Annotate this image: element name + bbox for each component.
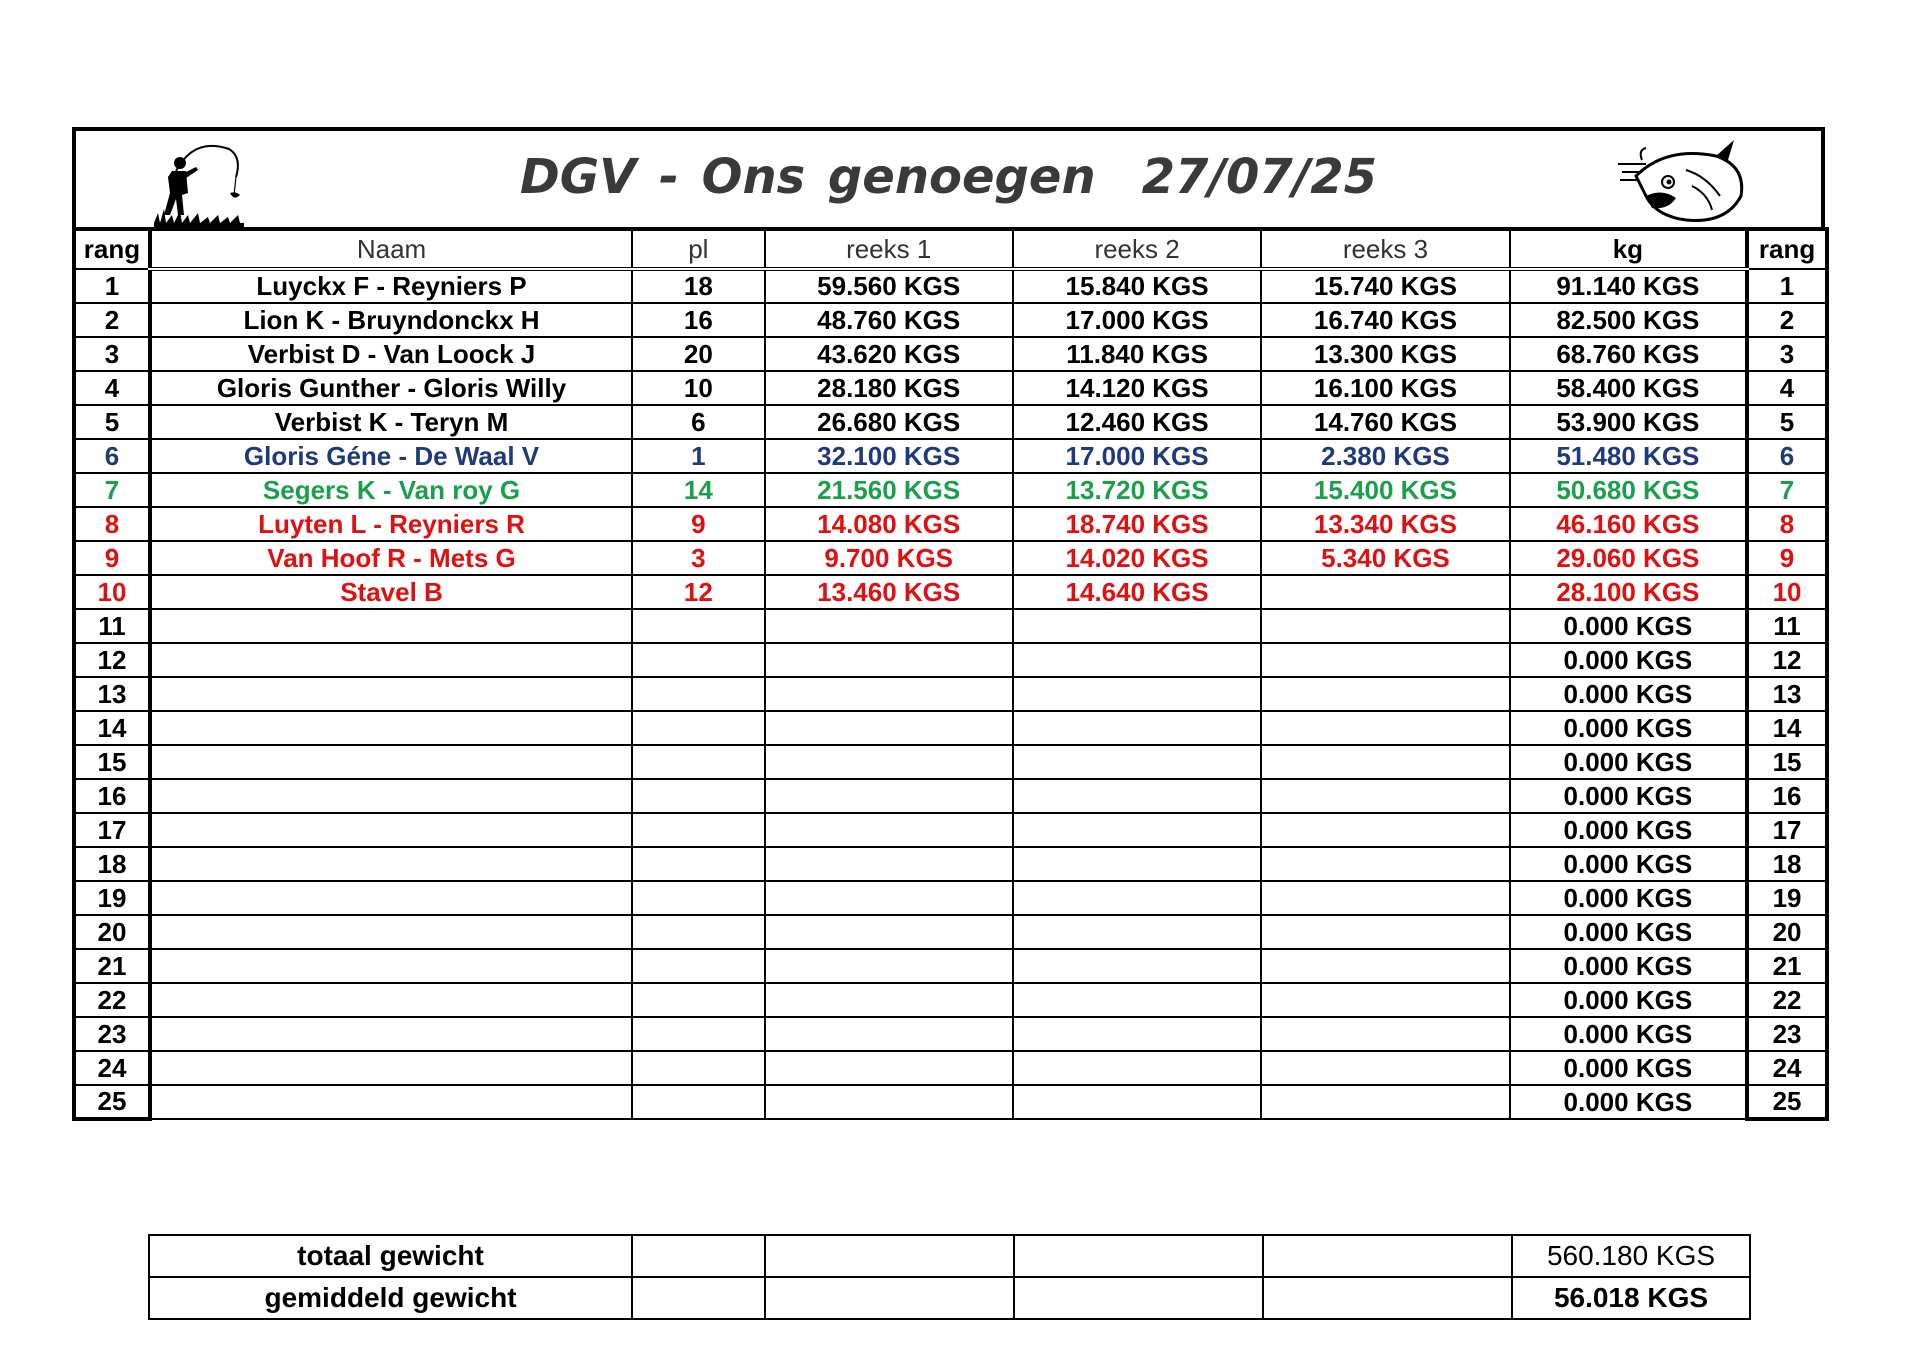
reeks3-cell xyxy=(1261,779,1509,813)
table-row xyxy=(74,303,1827,337)
total-value: 560.180 KGS xyxy=(1512,1235,1750,1277)
name-cell: Segers K - Van roy G xyxy=(150,473,632,507)
rank-cell: 19 xyxy=(74,881,150,915)
place-cell: 20 xyxy=(632,337,764,371)
kg-cell: 58.400 KGS xyxy=(1510,371,1747,405)
place-cell xyxy=(632,643,764,677)
place-cell: 18 xyxy=(632,269,764,303)
reeks2-cell: 14.020 KGS xyxy=(1013,541,1261,575)
reeks2-cell: 11.840 KGS xyxy=(1013,337,1261,371)
reeks3-cell xyxy=(1261,847,1509,881)
table-row xyxy=(74,983,1827,1017)
table-row xyxy=(74,881,1827,915)
rank-cell: 12 xyxy=(74,643,150,677)
kg-cell: 0.000 KGS xyxy=(1510,677,1747,711)
place-cell: 12 xyxy=(632,575,764,609)
reeks2-cell xyxy=(1013,847,1261,881)
header-pl: pl xyxy=(632,229,764,269)
rank-cell: 14 xyxy=(74,711,150,745)
table-row xyxy=(74,507,1827,541)
reeks3-cell: 16.740 KGS xyxy=(1261,303,1509,337)
table-row xyxy=(74,847,1827,881)
reeks3-cell xyxy=(1261,949,1509,983)
rank-cell-right: 9 xyxy=(1747,541,1827,575)
place-cell: 9 xyxy=(632,507,764,541)
reeks2-cell xyxy=(1013,779,1261,813)
place-cell xyxy=(632,813,764,847)
reeks3-cell: 16.100 KGS xyxy=(1261,371,1509,405)
rank-cell-right: 19 xyxy=(1747,881,1827,915)
place-cell xyxy=(632,915,764,949)
name-cell xyxy=(150,881,632,915)
kg-cell: 0.000 KGS xyxy=(1510,609,1747,643)
reeks1-cell xyxy=(765,847,1013,881)
table-row xyxy=(74,473,1827,507)
reeks3-cell xyxy=(1261,983,1509,1017)
place-cell: 1 xyxy=(632,439,764,473)
table-row xyxy=(74,439,1827,473)
reeks1-cell xyxy=(765,915,1013,949)
reeks3-cell: 13.340 KGS xyxy=(1261,507,1509,541)
rank-cell-right: 2 xyxy=(1747,303,1827,337)
rank-cell: 10 xyxy=(74,575,150,609)
rank-cell-right: 24 xyxy=(1747,1051,1827,1085)
rank-cell: 16 xyxy=(74,779,150,813)
reeks3-cell xyxy=(1261,609,1509,643)
reeks3-cell xyxy=(1261,745,1509,779)
rank-cell-right: 6 xyxy=(1747,439,1827,473)
rank-cell-right: 1 xyxy=(1747,269,1827,303)
results-table xyxy=(72,227,1829,1121)
kg-cell: 82.500 KGS xyxy=(1510,303,1747,337)
name-cell: Luyten L - Reyniers R xyxy=(150,507,632,541)
reeks2-cell: 12.460 KGS xyxy=(1013,405,1261,439)
rank-cell-right: 21 xyxy=(1747,949,1827,983)
reeks1-cell xyxy=(765,643,1013,677)
table-row xyxy=(74,609,1827,643)
rank-cell-right: 7 xyxy=(1747,473,1827,507)
table-row xyxy=(74,269,1827,303)
rank-cell-right: 8 xyxy=(1747,507,1827,541)
reeks3-cell xyxy=(1261,1051,1509,1085)
place-cell xyxy=(632,949,764,983)
place-cell xyxy=(632,609,764,643)
reeks1-cell: 48.760 KGS xyxy=(765,303,1013,337)
table-row xyxy=(74,405,1827,439)
reeks3-cell xyxy=(1261,643,1509,677)
reeks2-cell xyxy=(1013,881,1261,915)
place-cell xyxy=(632,1017,764,1051)
reeks2-cell: 18.740 KGS xyxy=(1013,507,1261,541)
rank-cell-right: 3 xyxy=(1747,337,1827,371)
reeks2-cell xyxy=(1013,915,1261,949)
reeks2-cell xyxy=(1013,1051,1261,1085)
match-date: 27/07/25 xyxy=(1141,149,1378,205)
table-row xyxy=(74,711,1827,745)
table-row xyxy=(74,1051,1827,1085)
header-reeks2: reeks 2 xyxy=(1013,229,1261,269)
rank-cell: 1 xyxy=(74,269,150,303)
kg-cell: 29.060 KGS xyxy=(1510,541,1747,575)
rank-cell-right: 16 xyxy=(1747,779,1827,813)
reeks2-cell xyxy=(1013,609,1261,643)
place-cell: 6 xyxy=(632,405,764,439)
reeks2-cell xyxy=(1013,1017,1261,1051)
rank-cell-right: 15 xyxy=(1747,745,1827,779)
reeks1-cell xyxy=(765,813,1013,847)
kg-cell: 51.480 KGS xyxy=(1510,439,1747,473)
reeks3-cell xyxy=(1261,813,1509,847)
place-cell xyxy=(632,983,764,1017)
kg-cell: 0.000 KGS xyxy=(1510,949,1747,983)
name-cell xyxy=(150,643,632,677)
kg-cell: 0.000 KGS xyxy=(1510,983,1747,1017)
reeks2-cell xyxy=(1013,745,1261,779)
kg-cell: 53.900 KGS xyxy=(1510,405,1747,439)
kg-cell: 0.000 KGS xyxy=(1510,779,1747,813)
reeks1-cell xyxy=(765,609,1013,643)
rank-cell: 11 xyxy=(74,609,150,643)
table-row xyxy=(74,371,1827,405)
table-row xyxy=(74,915,1827,949)
reeks1-cell: 13.460 KGS xyxy=(765,575,1013,609)
rank-cell: 8 xyxy=(74,507,150,541)
reeks2-cell xyxy=(1013,711,1261,745)
rank-cell: 3 xyxy=(74,337,150,371)
club-name: DGV - Ons genoegen xyxy=(519,149,1096,205)
table-row xyxy=(74,575,1827,609)
reeks2-cell: 13.720 KGS xyxy=(1013,473,1261,507)
kg-cell: 0.000 KGS xyxy=(1510,1051,1747,1085)
reeks3-cell xyxy=(1261,711,1509,745)
rank-cell-right: 11 xyxy=(1747,609,1827,643)
reeks1-cell xyxy=(765,881,1013,915)
place-cell xyxy=(632,847,764,881)
kg-cell: 0.000 KGS xyxy=(1510,643,1747,677)
reeks2-cell: 17.000 KGS xyxy=(1013,439,1261,473)
rank-cell-right: 10 xyxy=(1747,575,1827,609)
rank-cell-right: 18 xyxy=(1747,847,1827,881)
reeks1-cell xyxy=(765,1051,1013,1085)
reeks2-cell xyxy=(1013,813,1261,847)
rank-cell: 13 xyxy=(74,677,150,711)
rank-cell-right: 23 xyxy=(1747,1017,1827,1051)
page-title xyxy=(76,149,1821,205)
empty-cell xyxy=(765,1235,1014,1277)
place-cell xyxy=(632,1085,764,1119)
reeks1-cell xyxy=(765,711,1013,745)
empty-cell xyxy=(1263,1235,1512,1277)
name-cell xyxy=(150,745,632,779)
empty-cell xyxy=(1014,1235,1263,1277)
empty-cell xyxy=(1014,1277,1263,1319)
reeks3-cell xyxy=(1261,575,1509,609)
name-cell xyxy=(150,1017,632,1051)
rank-cell-right: 4 xyxy=(1747,371,1827,405)
reeks1-cell xyxy=(765,745,1013,779)
reeks1-cell xyxy=(765,779,1013,813)
reeks1-cell xyxy=(765,1085,1013,1119)
header-reeks1: reeks 1 xyxy=(765,229,1013,269)
kg-cell: 0.000 KGS xyxy=(1510,711,1747,745)
reeks1-cell: 43.620 KGS xyxy=(765,337,1013,371)
rank-cell: 23 xyxy=(74,1017,150,1051)
reeks2-cell xyxy=(1013,1085,1261,1119)
name-cell xyxy=(150,949,632,983)
name-cell: Verbist D - Van Loock J xyxy=(150,337,632,371)
reeks3-cell xyxy=(1261,915,1509,949)
name-cell: Stavel B xyxy=(150,575,632,609)
kg-cell: 0.000 KGS xyxy=(1510,881,1747,915)
name-cell: Gloris Géne - De Waal V xyxy=(150,439,632,473)
rank-cell: 4 xyxy=(74,371,150,405)
place-cell xyxy=(632,779,764,813)
name-cell xyxy=(150,983,632,1017)
reeks2-cell: 15.840 KGS xyxy=(1013,269,1261,303)
reeks3-cell: 14.760 KGS xyxy=(1261,405,1509,439)
place-cell xyxy=(632,1051,764,1085)
reeks1-cell xyxy=(765,677,1013,711)
rank-cell: 25 xyxy=(74,1085,150,1119)
name-cell xyxy=(150,609,632,643)
rank-cell: 9 xyxy=(74,541,150,575)
reeks3-cell xyxy=(1261,1017,1509,1051)
place-cell xyxy=(632,711,764,745)
rank-cell: 20 xyxy=(74,915,150,949)
name-cell: Van Hoof R - Mets G xyxy=(150,541,632,575)
reeks1-cell: 14.080 KGS xyxy=(765,507,1013,541)
rank-cell: 5 xyxy=(74,405,150,439)
reeks3-cell: 5.340 KGS xyxy=(1261,541,1509,575)
reeks2-cell xyxy=(1013,643,1261,677)
place-cell: 16 xyxy=(632,303,764,337)
name-cell: Verbist K - Teryn M xyxy=(150,405,632,439)
header-reeks3: reeks 3 xyxy=(1261,229,1509,269)
reeks1-cell xyxy=(765,983,1013,1017)
reeks3-cell: 2.380 KGS xyxy=(1261,439,1509,473)
reeks1-cell: 59.560 KGS xyxy=(765,269,1013,303)
kg-cell: 0.000 KGS xyxy=(1510,1085,1747,1119)
reeks1-cell: 32.100 KGS xyxy=(765,439,1013,473)
rank-cell-right: 12 xyxy=(1747,643,1827,677)
header-rang-right: rang xyxy=(1747,229,1827,269)
empty-cell xyxy=(1263,1277,1512,1319)
name-cell xyxy=(150,847,632,881)
rank-cell: 7 xyxy=(74,473,150,507)
kg-cell: 0.000 KGS xyxy=(1510,745,1747,779)
reeks1-cell xyxy=(765,949,1013,983)
reeks3-cell xyxy=(1261,1085,1509,1119)
totals-table xyxy=(148,1234,1751,1320)
rank-cell: 15 xyxy=(74,745,150,779)
table-row xyxy=(74,1017,1827,1051)
table-row xyxy=(74,949,1827,983)
kg-cell: 0.000 KGS xyxy=(1510,1017,1747,1051)
header-kg: kg xyxy=(1510,229,1747,269)
table-row xyxy=(74,1085,1827,1119)
kg-cell: 0.000 KGS xyxy=(1510,847,1747,881)
name-cell: Lion K - Bruyndonckx H xyxy=(150,303,632,337)
rank-cell: 6 xyxy=(74,439,150,473)
title-banner xyxy=(72,127,1825,227)
reeks1-cell: 28.180 KGS xyxy=(765,371,1013,405)
reeks3-cell xyxy=(1261,881,1509,915)
average-label: gemiddeld gewicht xyxy=(149,1277,632,1319)
kg-cell: 0.000 KGS xyxy=(1510,915,1747,949)
rank-cell: 2 xyxy=(74,303,150,337)
reeks2-cell: 17.000 KGS xyxy=(1013,303,1261,337)
table-row xyxy=(74,337,1827,371)
rank-cell-right: 22 xyxy=(1747,983,1827,1017)
reeks3-cell xyxy=(1261,677,1509,711)
reeks1-cell xyxy=(765,1017,1013,1051)
reeks2-cell: 14.640 KGS xyxy=(1013,575,1261,609)
kg-cell: 68.760 KGS xyxy=(1510,337,1747,371)
total-label: totaal gewicht xyxy=(149,1235,632,1277)
name-cell xyxy=(150,711,632,745)
name-cell: Gloris Gunther - Gloris Willy xyxy=(150,371,632,405)
reeks3-cell: 15.400 KGS xyxy=(1261,473,1509,507)
average-value: 56.018 KGS xyxy=(1512,1277,1750,1319)
reeks3-cell: 13.300 KGS xyxy=(1261,337,1509,371)
kg-cell: 91.140 KGS xyxy=(1510,269,1747,303)
reeks3-cell: 15.740 KGS xyxy=(1261,269,1509,303)
rank-cell: 21 xyxy=(74,949,150,983)
empty-cell xyxy=(632,1277,765,1319)
total-row xyxy=(149,1235,1750,1277)
place-cell: 10 xyxy=(632,371,764,405)
table-row xyxy=(74,745,1827,779)
kg-cell: 0.000 KGS xyxy=(1510,813,1747,847)
rank-cell: 24 xyxy=(74,1051,150,1085)
name-cell xyxy=(150,779,632,813)
rank-cell: 17 xyxy=(74,813,150,847)
reeks2-cell xyxy=(1013,983,1261,1017)
place-cell xyxy=(632,745,764,779)
reeks2-cell: 14.120 KGS xyxy=(1013,371,1261,405)
fish-icon xyxy=(1616,136,1756,228)
place-cell xyxy=(632,881,764,915)
table-row xyxy=(74,813,1827,847)
reeks1-cell: 26.680 KGS xyxy=(765,405,1013,439)
name-cell xyxy=(150,1051,632,1085)
name-cell: Luyckx F - Reyniers P xyxy=(150,269,632,303)
header-rang: rang xyxy=(74,229,150,269)
name-cell xyxy=(150,813,632,847)
rank-cell: 18 xyxy=(74,847,150,881)
table-row xyxy=(74,643,1827,677)
reeks1-cell: 9.700 KGS xyxy=(765,541,1013,575)
empty-cell xyxy=(632,1235,765,1277)
results-body xyxy=(74,269,1827,1119)
header-naam: Naam xyxy=(150,229,632,269)
place-cell: 14 xyxy=(632,473,764,507)
table-row xyxy=(74,779,1827,813)
reeks1-cell: 21.560 KGS xyxy=(765,473,1013,507)
rank-cell-right: 14 xyxy=(1747,711,1827,745)
reeks2-cell xyxy=(1013,677,1261,711)
place-cell xyxy=(632,677,764,711)
rank-cell-right: 25 xyxy=(1747,1085,1827,1119)
rank-cell-right: 5 xyxy=(1747,405,1827,439)
name-cell xyxy=(150,915,632,949)
place-cell: 3 xyxy=(632,541,764,575)
rank-cell: 22 xyxy=(74,983,150,1017)
reeks2-cell xyxy=(1013,949,1261,983)
kg-cell: 46.160 KGS xyxy=(1510,507,1747,541)
average-row xyxy=(149,1277,1750,1319)
rank-cell-right: 13 xyxy=(1747,677,1827,711)
empty-cell xyxy=(765,1277,1014,1319)
name-cell xyxy=(150,677,632,711)
header-row xyxy=(74,229,1827,269)
table-row xyxy=(74,541,1827,575)
kg-cell: 28.100 KGS xyxy=(1510,575,1747,609)
rank-cell-right: 20 xyxy=(1747,915,1827,949)
rank-cell-right: 17 xyxy=(1747,813,1827,847)
name-cell xyxy=(150,1085,632,1119)
table-row xyxy=(74,677,1827,711)
kg-cell: 50.680 KGS xyxy=(1510,473,1747,507)
